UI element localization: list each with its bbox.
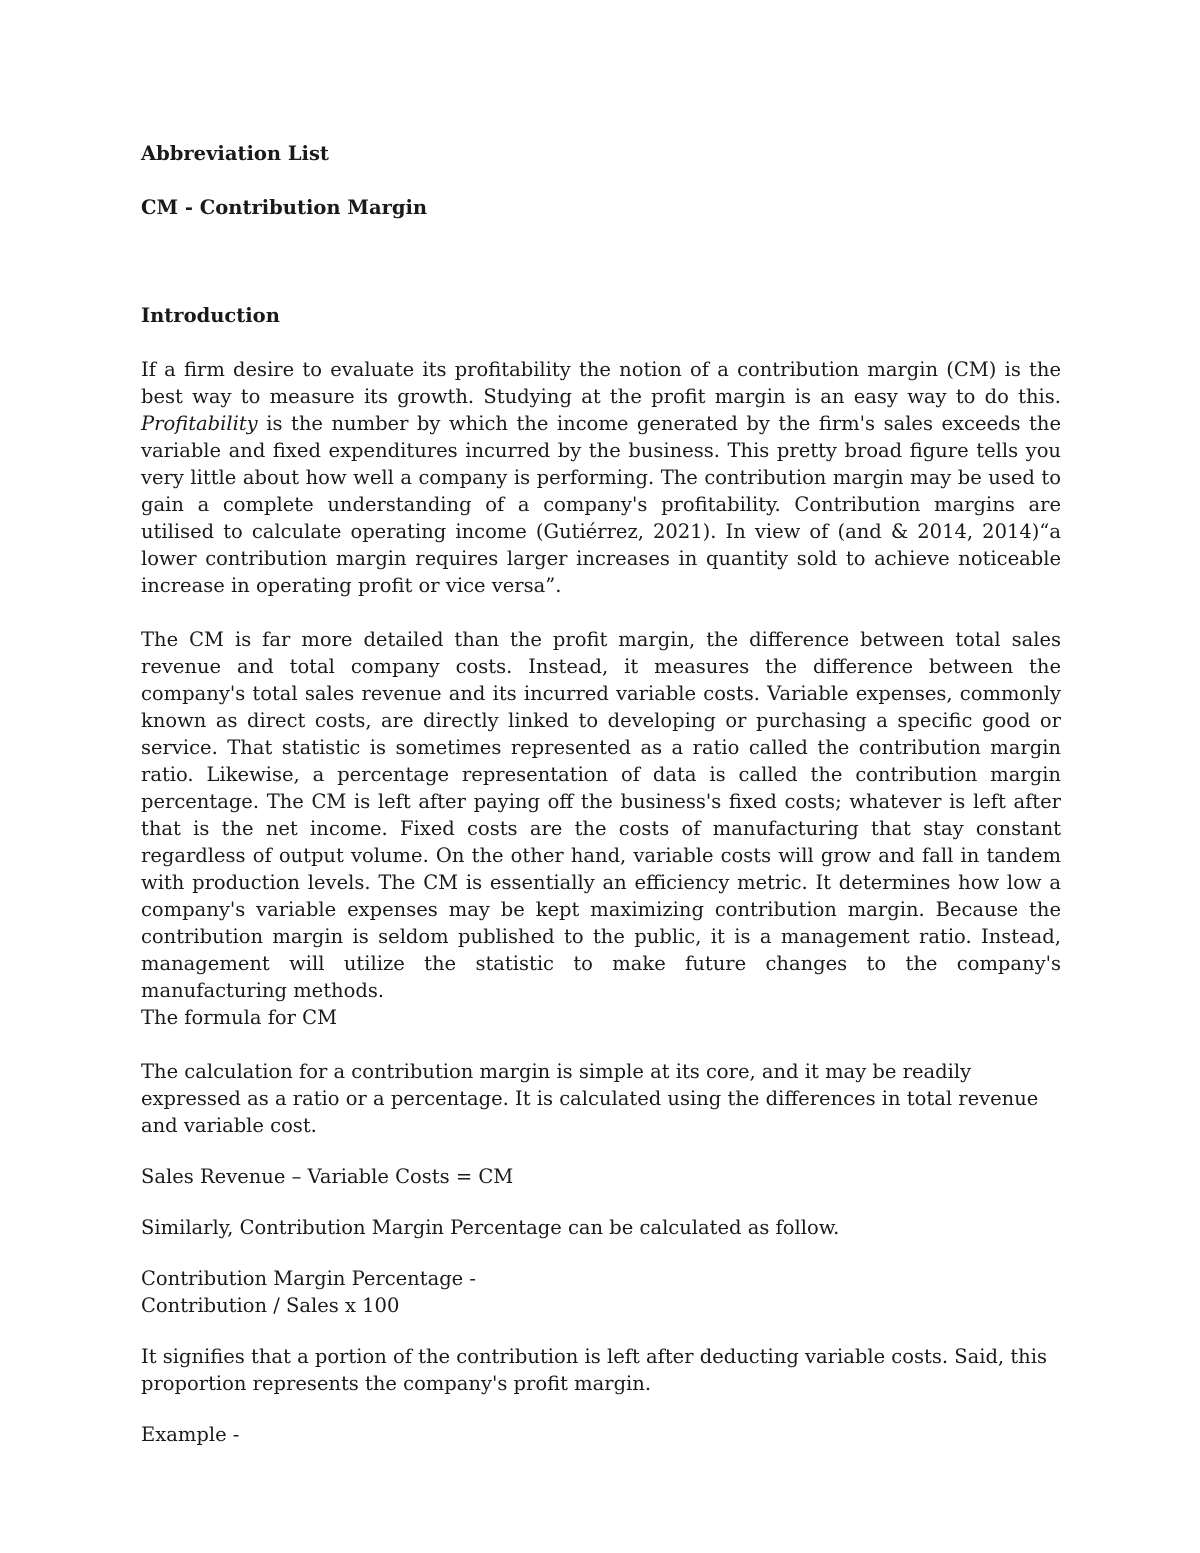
abbreviation-heading: Abbreviation List	[141, 142, 329, 165]
percentage-intro: Similarly, Contribution Margin Percentage can be calculated as follow.	[141, 1216, 840, 1239]
profitability-term: Profitability	[141, 412, 258, 435]
introduction-heading: Introduction	[141, 304, 280, 327]
cm-formula: Sales Revenue – Variable Costs = CM	[141, 1165, 514, 1188]
formula-label: The formula for CM	[141, 1006, 338, 1029]
calculation-paragraph: The calculation for a contribution margin is simple at its core, and it may be readily expressed as a ratio or a percentage. It is calculated using the differences in total revenue and variable cost.	[141, 1060, 1039, 1137]
significance-paragraph: It signifies that a portion of the contribution is left after deducting variable costs. Said, this proportion represents the company's profit margin.	[141, 1345, 1047, 1395]
example-label: Example -	[141, 1423, 240, 1446]
intro-paragraph-1	[141, 356, 1061, 599]
intro-paragraph-1-part-a: If a firm desire to evaluate its profitability the notion of a contribution margin (CM) is the best way to measure its growth. Studying at the profit margin is an easy way to do this.	[141, 358, 1061, 408]
abbreviation-item: CM - Contribution Margin	[141, 196, 428, 219]
percentage-formula-line-1: Contribution Margin Percentage -	[141, 1267, 477, 1290]
intro-paragraph-2: The CM is far more detailed than the profit margin, the difference between total sales revenue and total company costs. Instead, it measures the difference between the company's total sales revenue and its incurred variable costs. Variable expenses, commonly known as direct costs, are directly linked to developing or purchasing a specific good or service. That statistic is sometimes represented as a ratio called the contribution margin ratio. Likewise, a percentage representation of data is called the contribution margin percentage. The CM is left after paying off the business's fixed costs; whatever is left after that is the net income. Fixed costs are the costs of manufacturing that stay constant regardless of output volume. On the other hand, variable costs will grow and fall in tandem with production levels. The CM is essentially an efficiency metric. It determines how low a company's variable expenses may be kept maximizing contribution margin. Because the contribution margin is seldom published to the public, it is a management ratio. Instead, management will utilize the statistic to make future changes to the company's manufacturing methods.	[141, 628, 1061, 1002]
document-page	[141, 140, 1061, 1448]
percentage-formula-line-2: Contribution / Sales x 100	[141, 1294, 400, 1317]
intro-paragraph-1-part-b: is the number by which the income generated by the firm's sales exceeds the variable and fixed expenditures incurred by the business. This pretty broad figure tells you very little about how well a company is performing. The contribution margin may be used to gain a complete understanding of a company's profitability. Contribution margins are utilised to calculate operating income (Gutiérrez, 2021). In view of (and & 2014, 2014)“a lower contribution margin requires larger increases in quantity sold to achieve noticeable increase in operating profit or vice versa”.	[141, 412, 1061, 597]
